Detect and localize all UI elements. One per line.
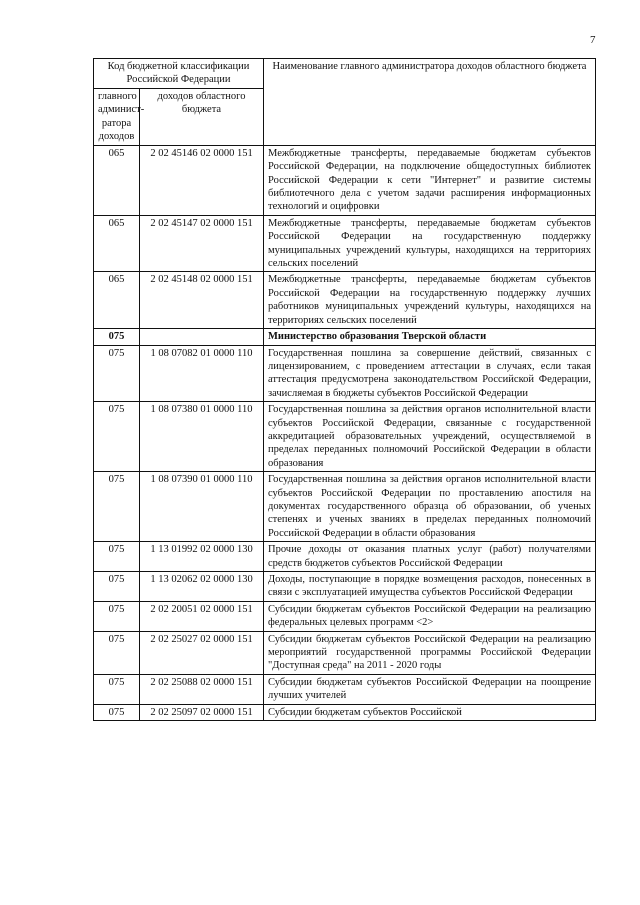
- header-classification-group: Код бюджетной классификации Российской Федерации: [94, 59, 264, 89]
- admin-code-cell: 075: [94, 704, 140, 720]
- revenue-code-cell: 2 02 25097 02 0000 151: [140, 704, 264, 720]
- revenue-code-cell: 2 02 45146 02 0000 151: [140, 145, 264, 215]
- revenue-name-cell: Субсидии бюджетам субъектов Российской Федерации на реализацию федеральных целевых программ <2>: [264, 601, 596, 631]
- table-row: [94, 704, 596, 720]
- table-row: [94, 472, 596, 542]
- table-row: [94, 402, 596, 472]
- admin-code-cell: 075: [94, 345, 140, 402]
- revenue-code-cell: 1 13 02062 02 0000 130: [140, 572, 264, 602]
- header-name-column: Наименование главного администратора доходов областного бюджета: [264, 59, 596, 146]
- table-row: [94, 272, 596, 329]
- revenue-code-cell: 1 08 07390 01 0000 110: [140, 472, 264, 542]
- table-row: [94, 572, 596, 602]
- table-row: [94, 215, 596, 272]
- table-row: [94, 542, 596, 572]
- page-number: 7: [590, 34, 596, 46]
- table-row: [94, 601, 596, 631]
- table-row: [94, 631, 596, 674]
- revenue-name-cell: Прочие доходы от оказания платных услуг (работ) получателями средств бюджетов субъектов Российской Федерации: [264, 542, 596, 572]
- revenue-name-cell: Субсидии бюджетам субъектов Российской: [264, 704, 596, 720]
- revenue-name-cell: Субсидии бюджетам субъектов Российской Федерации на реализацию мероприятий государственной программы Российской Федерации "Доступная среда" на 2011 - 2020 годы: [264, 631, 596, 674]
- revenue-code-cell: 2 02 25027 02 0000 151: [140, 631, 264, 674]
- admin-code-cell: 065: [94, 145, 140, 215]
- admin-code-cell: 065: [94, 272, 140, 329]
- revenue-code-cell: 2 02 45148 02 0000 151: [140, 272, 264, 329]
- revenue-name-cell: Межбюджетные трансферты, передаваемые бюджетам субъектов Российской Федерации на государственную поддержку муниципальных учреждений культуры, находящихся на территориях сельских поселений: [264, 215, 596, 272]
- admin-code-cell: 075: [94, 631, 140, 674]
- admin-code-cell: 075: [94, 402, 140, 472]
- revenue-name-cell: Государственная пошлина за действия органов исполнительной власти субъектов Российской Федерации по проставлению апостиля на документах государственного образца об образовании, об ученых степенях и ученых званиях в пределах переданных полномочий Российской Федерации в области образования: [264, 472, 596, 542]
- header-admin-column: главного админист-ратора доходов: [94, 88, 140, 145]
- revenue-code-cell: 1 08 07380 01 0000 110: [140, 402, 264, 472]
- revenue-name-cell: Государственная пошлина за совершение действий, связанных с лицензированием, с проведением аттестации в случаях, если такая аттестация предусмотрена законодательством Российской Федерации, зачисляемая в бюджеты субъектов Российской Федерации: [264, 345, 596, 402]
- header-code-column: доходов областного бюджета: [140, 88, 264, 145]
- revenue-code-cell: 1 13 01992 02 0000 130: [140, 542, 264, 572]
- admin-code-cell: 075: [94, 329, 140, 345]
- budget-classification-table: [93, 58, 596, 721]
- admin-code-cell: 075: [94, 542, 140, 572]
- admin-code-cell: 075: [94, 572, 140, 602]
- ministry-name-cell: Министерство образования Тверской области: [264, 329, 596, 345]
- revenue-name-cell: Межбюджетные трансферты, передаваемые бюджетам субъектов Российской Федерации на государственную поддержку лучших работников муниципальных учреждений культуры, находящихся на территориях сельских поселений: [264, 272, 596, 329]
- admin-code-cell: 075: [94, 601, 140, 631]
- revenue-code-cell: 2 02 20051 02 0000 151: [140, 601, 264, 631]
- revenue-code-cell: 2 02 45147 02 0000 151: [140, 215, 264, 272]
- table-row: [94, 345, 596, 402]
- ministry-header-row: [94, 329, 596, 345]
- revenue-code-cell: 1 08 07082 01 0000 110: [140, 345, 264, 402]
- admin-code-cell: 075: [94, 472, 140, 542]
- table-row: [94, 674, 596, 704]
- admin-code-cell: 065: [94, 215, 140, 272]
- table-row: [94, 145, 596, 215]
- revenue-code-cell: 2 02 25088 02 0000 151: [140, 674, 264, 704]
- revenue-name-cell: Государственная пошлина за действия органов исполнительной власти субъектов Российской Федерации, связанные с государственной аккредитацией образовательных учреждений, осуществляемой в пределах переданных полномочий Российской Федерации в области образования: [264, 402, 596, 472]
- revenue-name-cell: Межбюджетные трансферты, передаваемые бюджетам субъектов Российской Федерации, на подключение общедоступных библиотек Российской Федерации к сети "Интернет" и развитие системы библиотечного дела с учетом задачи расширения информационных технологий и оцифровки: [264, 145, 596, 215]
- revenue-code-cell: [140, 329, 264, 345]
- revenue-name-cell: Доходы, поступающие в порядке возмещения расходов, понесенных в связи с эксплуатацией имущества субъектов Российской Федерации: [264, 572, 596, 602]
- revenue-name-cell: Субсидии бюджетам субъектов Российской Федерации на поощрение лучших учителей: [264, 674, 596, 704]
- admin-code-cell: 075: [94, 674, 140, 704]
